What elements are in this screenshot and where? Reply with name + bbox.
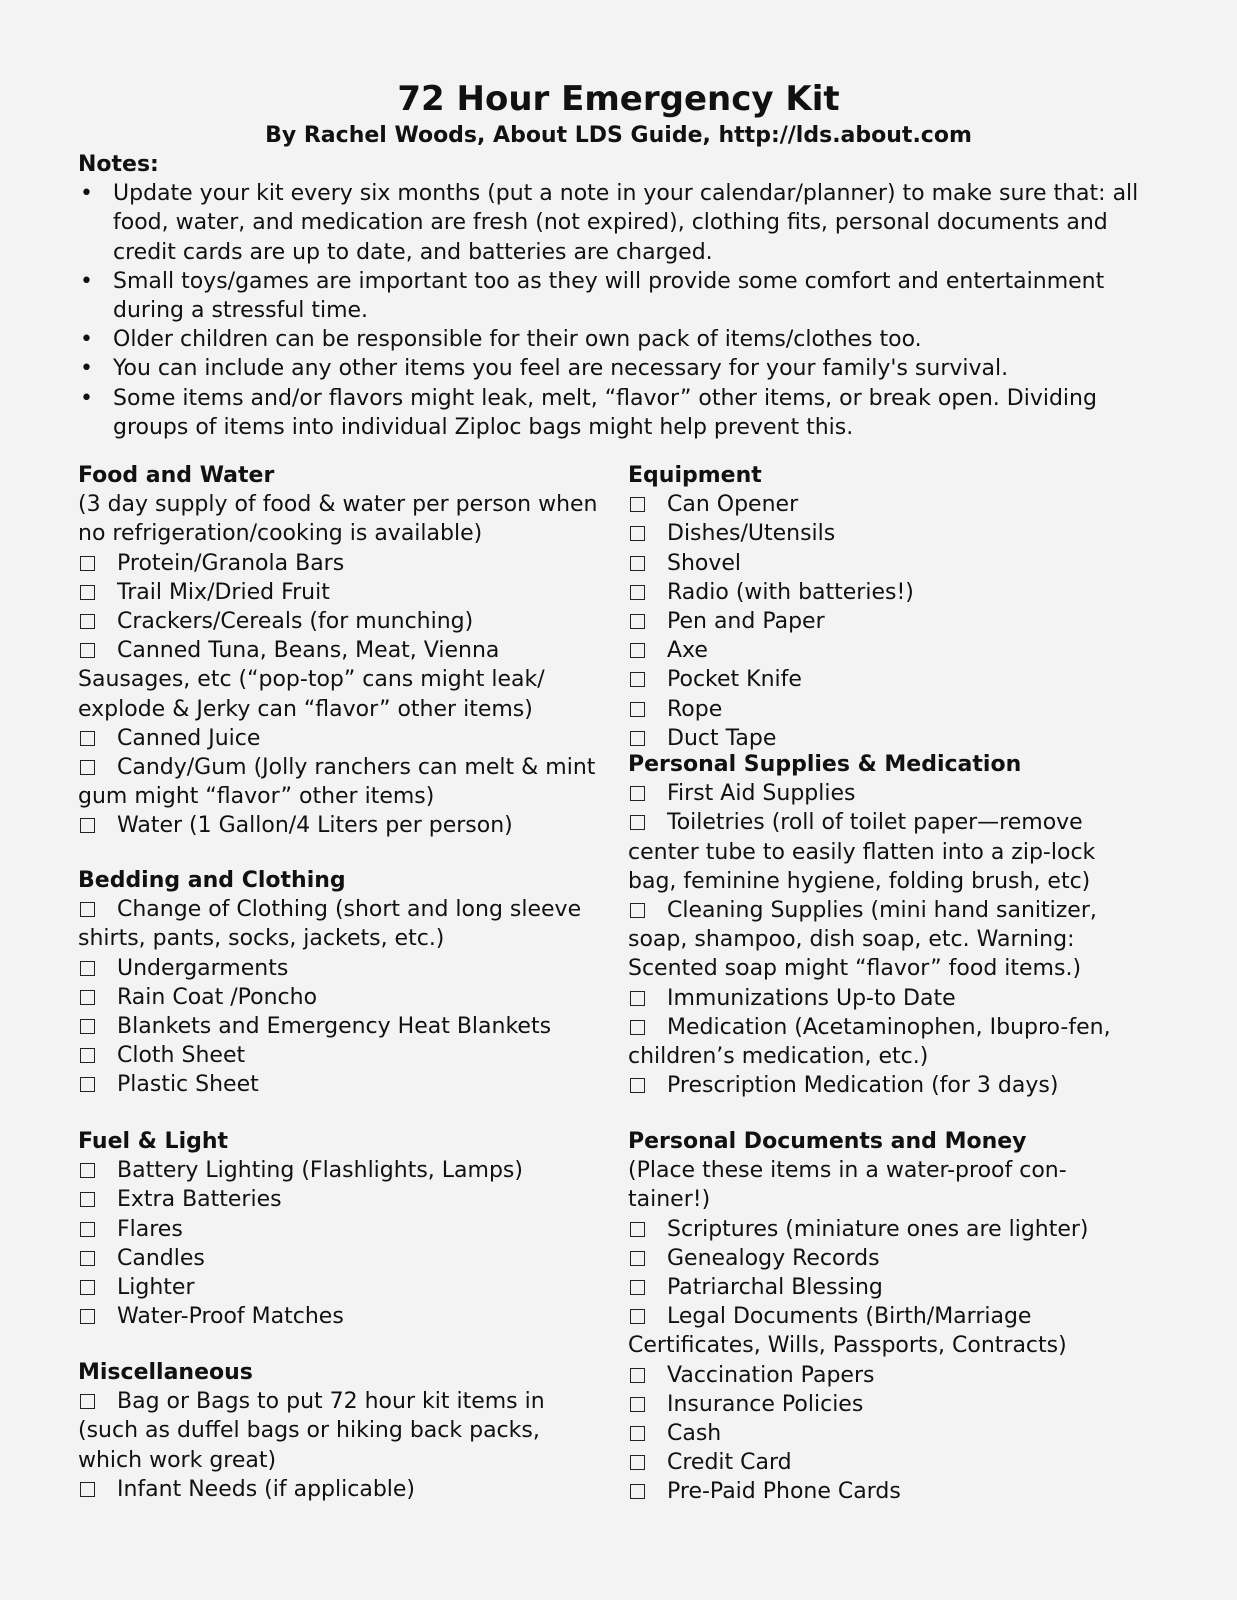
section-note: (3 day supply of food & water per person when no refrigeration/cooking is available): [78, 492, 598, 547]
checkbox[interactable]: [80, 990, 95, 1005]
checkbox[interactable]: [630, 1280, 645, 1295]
checklist-item-label: Vaccination Papers: [667, 1362, 875, 1388]
checklist-item: [628, 896, 1148, 984]
bullet-icon: •: [80, 268, 93, 294]
checklist-item: [78, 636, 603, 724]
checklist-item-label: Plastic Sheet: [117, 1072, 259, 1098]
note-item: [78, 384, 1168, 442]
checklist-item-label: Change of Clothing (short and long sleeve shirts, pants, socks, jackets, etc.): [78, 897, 582, 952]
checklist-item: [628, 1244, 1148, 1273]
note-item: [78, 267, 1168, 325]
checkbox[interactable]: [80, 902, 95, 917]
checkbox[interactable]: [630, 526, 645, 541]
checklist-item: [628, 1071, 1148, 1100]
notes-heading: Notes:: [78, 152, 159, 177]
section-heading: Personal Supplies & Medication: [628, 752, 1022, 777]
checklist-item-label: Can Opener: [667, 492, 799, 518]
checkbox[interactable]: [80, 1482, 95, 1497]
checklist-item: [628, 1302, 1148, 1360]
checklist-item: [628, 1215, 1148, 1244]
checklist-item-label: Medication (Acetaminophen, Ibupro-fen, children’s medication, etc.): [628, 1014, 1111, 1070]
section-heading: Personal Documents and Money: [628, 1129, 1027, 1154]
checkbox[interactable]: [630, 1484, 645, 1499]
checklist-item: [78, 607, 603, 636]
checkbox[interactable]: [630, 497, 645, 512]
notes-list: [78, 179, 1168, 442]
checkbox[interactable]: [630, 1368, 645, 1383]
checkbox[interactable]: [630, 991, 645, 1006]
checklist-item-label: Battery Lighting (Flashlights, Lamps): [117, 1158, 523, 1184]
checklist-item-label: Protein/Granola Bars: [117, 550, 345, 576]
checklist-item-label: Pen and Paper: [667, 609, 825, 635]
checklist-item-label: Rain Coat /Poncho: [117, 984, 318, 1010]
checkbox[interactable]: [630, 903, 645, 918]
checklist-item-label: Patriarchal Blessing: [667, 1275, 883, 1301]
checklist-item: [628, 984, 1148, 1013]
checklist-item: [628, 1419, 1148, 1448]
checkbox[interactable]: [630, 1309, 645, 1324]
checklist-item: [628, 1390, 1148, 1419]
checklist-item: [628, 549, 1148, 578]
checklist-item: [78, 1070, 603, 1099]
checkbox[interactable]: [80, 1192, 95, 1207]
checkbox[interactable]: [80, 1019, 95, 1034]
checklist-item: [78, 895, 603, 953]
note-item: [78, 179, 1168, 267]
checkbox[interactable]: [630, 1426, 645, 1441]
checkbox[interactable]: [630, 585, 645, 600]
section-heading: Fuel & Light: [78, 1129, 229, 1154]
checklist-item: [78, 1475, 603, 1504]
checklist-item: [78, 1012, 603, 1041]
checklist-item-label: Legal Documents (Birth/Marriage Certificates, Wills, Passports, Contracts): [628, 1304, 1067, 1359]
checklist-item-label: Cloth Sheet: [117, 1043, 246, 1069]
checklist-item: [78, 954, 603, 983]
bullet-icon: •: [80, 356, 93, 382]
checklist-item-label: Flares: [117, 1216, 183, 1242]
section-personal-supplies: [628, 750, 1148, 1100]
checklist-item: [78, 1273, 603, 1302]
checkbox[interactable]: [80, 1222, 95, 1237]
checkbox[interactable]: [80, 614, 95, 629]
checklist-item: [78, 549, 603, 578]
checklist-item-label: Candles: [117, 1245, 205, 1271]
checklist-item-label: Water (1 Gallon/4 Liters per person): [117, 813, 513, 839]
checklist-item-label: Cleaning Supplies (mini hand sanitizer, soap, shampoo, dish soap, etc. Warning: Scented soap might “flavor” food items.): [628, 898, 1097, 982]
checkbox[interactable]: [80, 585, 95, 600]
checkbox[interactable]: [80, 1394, 95, 1409]
checkbox[interactable]: [80, 961, 95, 976]
checklist-item: [628, 636, 1148, 665]
checkbox[interactable]: [80, 1251, 95, 1266]
checklist-item: [628, 1013, 1148, 1071]
checklist-item-label: Immunizations Up-to Date: [667, 985, 956, 1011]
note-item: [78, 354, 1168, 383]
section-heading: Miscellaneous: [78, 1360, 253, 1385]
checkbox[interactable]: [630, 1455, 645, 1470]
checklist-item: [78, 1156, 603, 1185]
checkbox[interactable]: [630, 672, 645, 687]
document-subtitle: By Rachel Woods, About LDS Guide, http://lds.about.com: [265, 123, 972, 148]
section-personal-documents: [628, 1127, 1148, 1507]
checkbox[interactable]: [630, 614, 645, 629]
checkbox[interactable]: [630, 556, 645, 571]
checkbox[interactable]: [630, 702, 645, 717]
checklist-item: [628, 1477, 1148, 1506]
checklist-item: [628, 490, 1148, 519]
checkbox[interactable]: [80, 1163, 95, 1178]
section-food-and-water: [78, 461, 603, 841]
checklist-item: [78, 1185, 603, 1214]
checkbox[interactable]: [80, 1048, 95, 1063]
checklist-item-label: Scriptures (miniature ones are lighter): [667, 1216, 1089, 1242]
checklist-item: [628, 1273, 1148, 1302]
checkbox[interactable]: [630, 731, 645, 746]
checklist-item-label: Canned Juice: [117, 725, 261, 751]
checklist-item: [628, 665, 1148, 694]
checklist-item-label: Cash: [667, 1421, 722, 1447]
checklist-item-label: Extra Batteries: [117, 1187, 282, 1213]
checklist-item-label: Water-Proof Matches: [117, 1304, 344, 1330]
note-item: [78, 325, 1168, 354]
checkbox[interactable]: [630, 815, 645, 830]
checklist-item: [78, 1215, 603, 1244]
checklist-item-label: Radio (with batteries!): [667, 579, 914, 605]
checkbox[interactable]: [80, 1309, 95, 1324]
checklist-item: [78, 1387, 603, 1475]
checklist-item: [78, 1041, 603, 1070]
checklist-item: [78, 1244, 603, 1273]
checkbox[interactable]: [80, 818, 95, 833]
checkbox[interactable]: [630, 1222, 645, 1237]
section-note: (Place these items in a water-proof con-tainer!): [628, 1158, 1067, 1213]
checklist-item: [628, 779, 1148, 808]
checklist-item-label: Blankets and Emergency Heat Blankets: [117, 1014, 552, 1040]
checkbox[interactable]: [80, 760, 95, 775]
checkbox[interactable]: [80, 556, 95, 571]
checkbox[interactable]: [630, 1020, 645, 1035]
checkbox[interactable]: [630, 643, 645, 658]
checklist-item: [628, 1448, 1148, 1477]
checklist-item-label: Pre-Paid Phone Cards: [667, 1479, 901, 1505]
checklist-item-label: First Aid Supplies: [667, 781, 856, 807]
checklist-item-label: Candy/Gum (Jolly ranchers can melt & mint gum might “flavor” other items): [78, 755, 596, 810]
checklist-item: [628, 724, 1148, 753]
note-text: Some items and/or flavors might leak, melt, “flavor” other items, or break open. Dividing groups of items into individual Ziploc bags might help prevent this.: [113, 385, 1097, 440]
checklist-item-label: Credit Card: [667, 1450, 792, 1476]
checklist-item-label: Shovel: [667, 550, 742, 576]
note-text: Small toys/games are important too as they will provide some comfort and entertainment during a stressful time.: [113, 268, 1105, 324]
note-text: Older children can be responsible for their own pack of items/clothes too.: [113, 327, 922, 353]
checklist-item-label: Prescription Medication (for 3 days): [667, 1073, 1059, 1099]
checklist-item-label: Crackers/Cereals (for munching): [117, 609, 474, 635]
checkbox[interactable]: [630, 1078, 645, 1093]
checklist-item-label: Rope: [667, 696, 723, 722]
checklist-item: [628, 1361, 1148, 1390]
checklist-item: [78, 983, 603, 1012]
checklist-item-label: Trail Mix/Dried Fruit: [117, 579, 330, 605]
checklist-item-label: Axe: [667, 638, 708, 664]
bullet-icon: •: [80, 385, 93, 411]
section-heading: Equipment: [628, 463, 762, 488]
checklist-item: [78, 578, 603, 607]
checklist-item: [628, 695, 1148, 724]
checklist-item-label: Bag or Bags to put 72 hour kit items in (such as duffel bags or hiking back packs, which work great): [78, 1389, 545, 1473]
checklist-item-label: Pocket Knife: [667, 667, 802, 693]
section-bedding-and-clothing: [78, 866, 603, 1100]
checklist-item: [628, 519, 1148, 548]
checklist-item-label: Duct Tape: [667, 725, 777, 751]
checkbox[interactable]: [80, 1077, 95, 1092]
checkbox[interactable]: [80, 731, 95, 746]
note-text: You can include any other items you feel are necessary for your family's survival.: [113, 356, 1009, 382]
checklist-item-label: Dishes/Utensils: [667, 521, 836, 547]
note-text: Update your kit every six months (put a note in your calendar/planner) to make sure that: all food, water, and medication are fresh (not expired), clothing fits, personal documents and credit cards are up to date, and batteries are charged.: [113, 181, 1139, 265]
checklist-item-label: Genealogy Records: [667, 1245, 880, 1271]
checklist-item-label: Insurance Policies: [667, 1391, 864, 1417]
checklist-item: [628, 578, 1148, 607]
checklist-item: [78, 1302, 603, 1331]
checklist-item-label: Infant Needs (if applicable): [117, 1476, 416, 1502]
section-heading: Bedding and Clothing: [78, 868, 346, 893]
checklist-item: [78, 753, 603, 811]
document-title: 72 Hour Emergency Kit: [397, 79, 840, 119]
checklist-item: [78, 724, 603, 753]
checkbox[interactable]: [630, 786, 645, 801]
checklist-item-label: Undergarments: [117, 955, 289, 981]
section-equipment: [628, 461, 1148, 753]
checklist-item-label: Canned Tuna, Beans, Meat, Vienna Sausages, etc (“pop-top” cans might leak/ explode & Jerky can “flavor” other items): [78, 638, 545, 722]
checklist-item: [628, 808, 1148, 896]
checkbox[interactable]: [80, 1280, 95, 1295]
checklist-item-label: Toiletries (roll of toilet paper—remove center tube to easily flatten into a zip-lock bag, feminine hygiene, folding brush, etc): [628, 810, 1096, 894]
bullet-icon: •: [80, 181, 93, 207]
checkbox[interactable]: [80, 643, 95, 658]
section-miscellaneous: [78, 1358, 603, 1504]
section-fuel-and-light: [78, 1127, 603, 1331]
bullet-icon: •: [80, 327, 93, 353]
checkbox[interactable]: [630, 1251, 645, 1266]
section-heading: Food and Water: [78, 463, 275, 488]
checkbox[interactable]: [630, 1397, 645, 1412]
checklist-item-label: Lighter: [117, 1275, 195, 1301]
checklist-item: [78, 811, 603, 840]
notes-section: [78, 150, 1168, 442]
checklist-item: [628, 607, 1148, 636]
